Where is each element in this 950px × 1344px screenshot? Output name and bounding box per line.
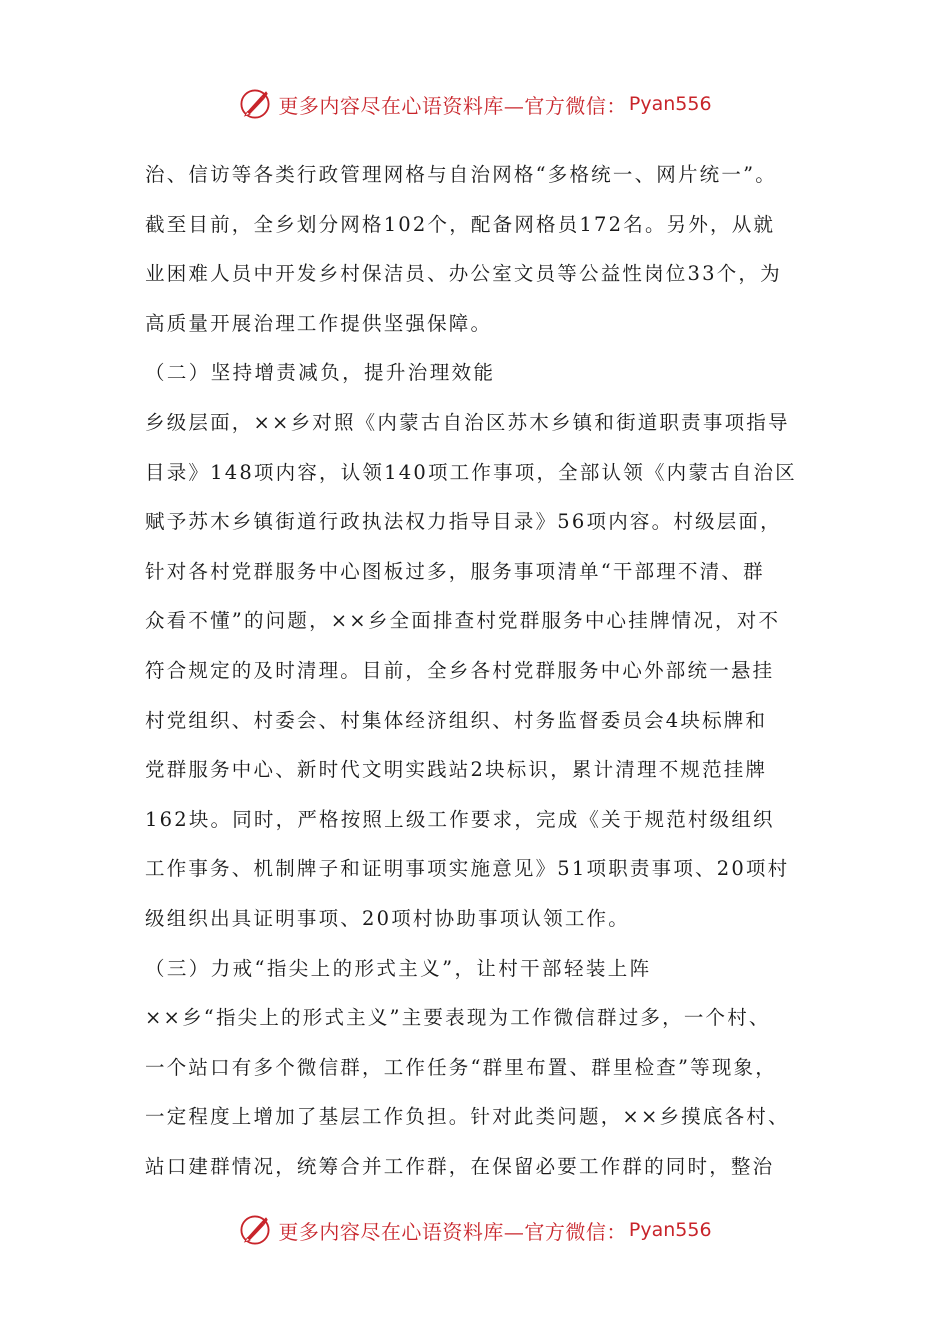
body-line: 党群服务中心、新时代文明实践站2块标识，累计清理不规范挂牌 bbox=[145, 758, 768, 782]
body-line: 业困难人员中开发乡村保洁员、办公室文员等公益性岗位33个，为 bbox=[145, 262, 782, 286]
body-line: 一定程度上增加了基层工作负担。针对此类问题，××乡摸底各村、 bbox=[145, 1105, 790, 1129]
body-line: 一个站口有多个微信群，工作任务“群里布置、群里检查”等现象， bbox=[145, 1055, 777, 1079]
body-line: 工作事务、机制牌子和证明事项实施意见》51项职责事项、20项村 bbox=[145, 857, 790, 881]
body-line: 高质量开展治理工作提供坚强保障。 bbox=[145, 311, 493, 335]
pen-logo-icon bbox=[238, 1213, 272, 1247]
watermark-wechat-id: Pyan556 bbox=[628, 93, 712, 115]
body-line: 乡级层面，××乡对照《内蒙古自治区苏木乡镇和街道职责事项指导 bbox=[145, 410, 790, 434]
body-line: 村党组织、村委会、村集体经济组织、村务监督委员会4块标牌和 bbox=[145, 708, 768, 732]
body-line: ××乡“指尖上的形式主义”主要表现为工作微信群过多，一个村、 bbox=[145, 1006, 771, 1030]
footer-watermark bbox=[0, 1210, 950, 1250]
body-line: 162块。同时，严格按照上级工作要求，完成《关于规范村级组织 bbox=[145, 807, 775, 831]
body-line: 众看不懂”的问题，××乡全面排查村党群服务中心挂牌情况，对不 bbox=[145, 609, 781, 633]
body-line: 治、信访等各类行政管理网格与自治网格“多格统一、网片统一”。 bbox=[145, 163, 777, 186]
document-body bbox=[145, 150, 825, 1191]
body-line: 目录》148项内容，认领140项工作事项，全部认领《内蒙古自治区 bbox=[145, 460, 797, 484]
watermark-text: 更多内容尽在心语资料库—官方微信： bbox=[278, 93, 627, 118]
pen-logo-icon bbox=[238, 87, 272, 121]
body-line: 针对各村党群服务中心图板过多，服务事项清单“干部理不清、群 bbox=[145, 559, 765, 583]
watermark-wechat-id: Pyan556 bbox=[628, 1219, 712, 1241]
section-heading: （二）坚持增责减负，提升治理效能 bbox=[145, 361, 496, 385]
body-line: 站口建群情况，统筹合并工作群，在保留必要工作群的同时，整治 bbox=[145, 1154, 775, 1178]
section-heading: （三）力戒“指尖上的形式主义”，让村干部轻装上阵 bbox=[145, 956, 652, 980]
watermark-text: 更多内容尽在心语资料库—官方微信： bbox=[278, 1219, 627, 1244]
body-line: 级组织出具证明事项、20项村协助事项认领工作。 bbox=[145, 906, 630, 930]
header-watermark bbox=[0, 84, 950, 124]
body-line: 赋予苏木乡镇街道行政执法权力指导目录》56项内容。村级层面， bbox=[145, 510, 782, 534]
body-line: 符合规定的及时清理。目前，全乡各村党群服务中心外部统一悬挂 bbox=[145, 658, 775, 682]
body-line: 截至目前，全乡划分网格102个，配备网格员172名。另外，从就 bbox=[145, 212, 776, 236]
